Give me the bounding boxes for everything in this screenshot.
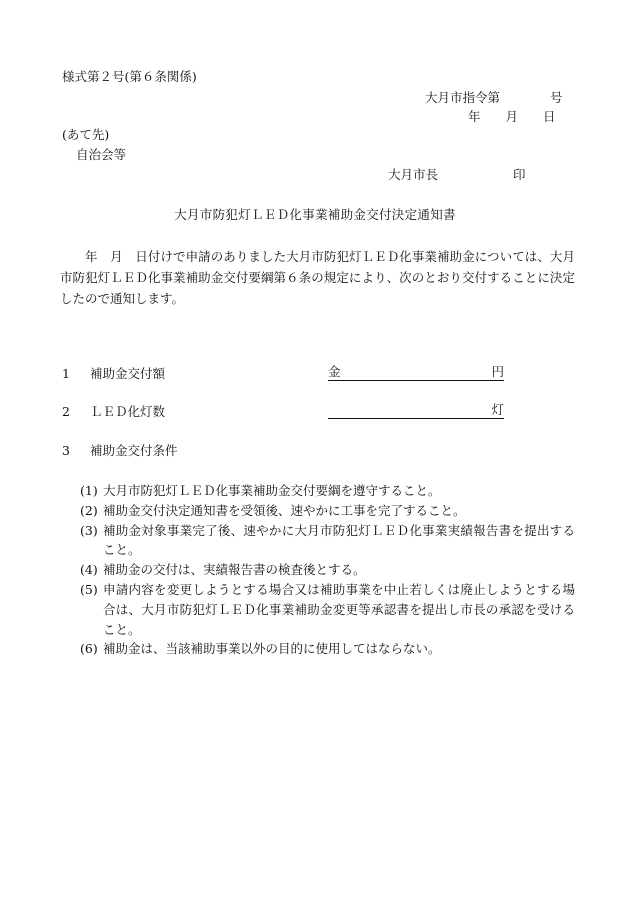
led-count-field	[328, 402, 504, 419]
item-label: ＬＥＤ化灯数	[90, 404, 166, 419]
condition-number: (6)	[80, 641, 98, 657]
condition-item	[80, 501, 575, 521]
item-led-count	[62, 404, 165, 420]
condition-item	[80, 521, 575, 561]
body-text	[60, 246, 575, 309]
condition-item	[80, 580, 575, 639]
condition-number: (3)	[80, 522, 98, 538]
amount-unit: 円	[491, 364, 504, 379]
count-unit: 灯	[491, 402, 504, 417]
condition-item	[80, 481, 575, 501]
addressee-label: (あて先)	[62, 127, 110, 142]
body-paragraph: 年 月 日付けで申請のありました大月市防犯灯ＬＥＤ化事業補助金については、大月市防犯灯ＬＥＤ化事業補助金交付要綱第６条の規定により、次のとおり交付することに決定したので通知します。	[60, 249, 575, 306]
item-number: 3	[62, 443, 70, 458]
condition-number: (4)	[80, 562, 98, 578]
item-number: 2	[62, 404, 70, 419]
condition-item	[80, 560, 575, 580]
addressee: 自治会等	[76, 147, 127, 162]
sender-signature: 大月市長 印	[388, 167, 526, 182]
document-title: 大月市防犯灯ＬＥＤ化事業補助金交付決定通知書	[174, 207, 456, 222]
condition-text: 補助金の交付は、実績報告書の検査後とする。	[103, 562, 366, 578]
issue-date: 年 月 日	[468, 109, 556, 124]
item-label: 補助金交付額	[90, 366, 166, 381]
issue-number: 大月市指令第 号	[425, 90, 563, 105]
condition-number: (5)	[80, 581, 98, 597]
condition-number: (1)	[80, 483, 98, 498]
condition-text: 申請内容を変更しようとする場合又は補助事業を中止若しくは廃止しようとする場合は、大月市防犯灯ＬＥＤ化事業補助金変更等承認書を提出し市長の承認を受けること。	[103, 581, 575, 637]
condition-item	[80, 639, 575, 659]
condition-number: (2)	[80, 502, 98, 518]
condition-text: 補助金は、当該補助事業以外の目的に使用してはならない。	[103, 641, 441, 657]
condition-text: 補助金対象事業完了後、速やかに大月市防犯灯ＬＥＤ化事業実績報告書を提出すること。	[103, 522, 575, 558]
item-grant-amount	[62, 366, 165, 382]
amount-prefix: 金	[328, 364, 341, 379]
item-number: 1	[62, 366, 70, 381]
form-number: 様式第２号(第６条関係)	[62, 69, 197, 84]
item-label: 補助金交付条件	[90, 443, 178, 458]
condition-text: 補助金交付決定通知書を受領後、速やかに工事を完了すること。	[103, 502, 466, 518]
grant-amount-field	[328, 364, 504, 381]
conditions-list	[80, 481, 575, 659]
condition-text: 大月市防犯灯ＬＥＤ化事業補助金交付要綱を遵守すること。	[103, 483, 441, 498]
item-grant-conditions	[62, 443, 178, 459]
